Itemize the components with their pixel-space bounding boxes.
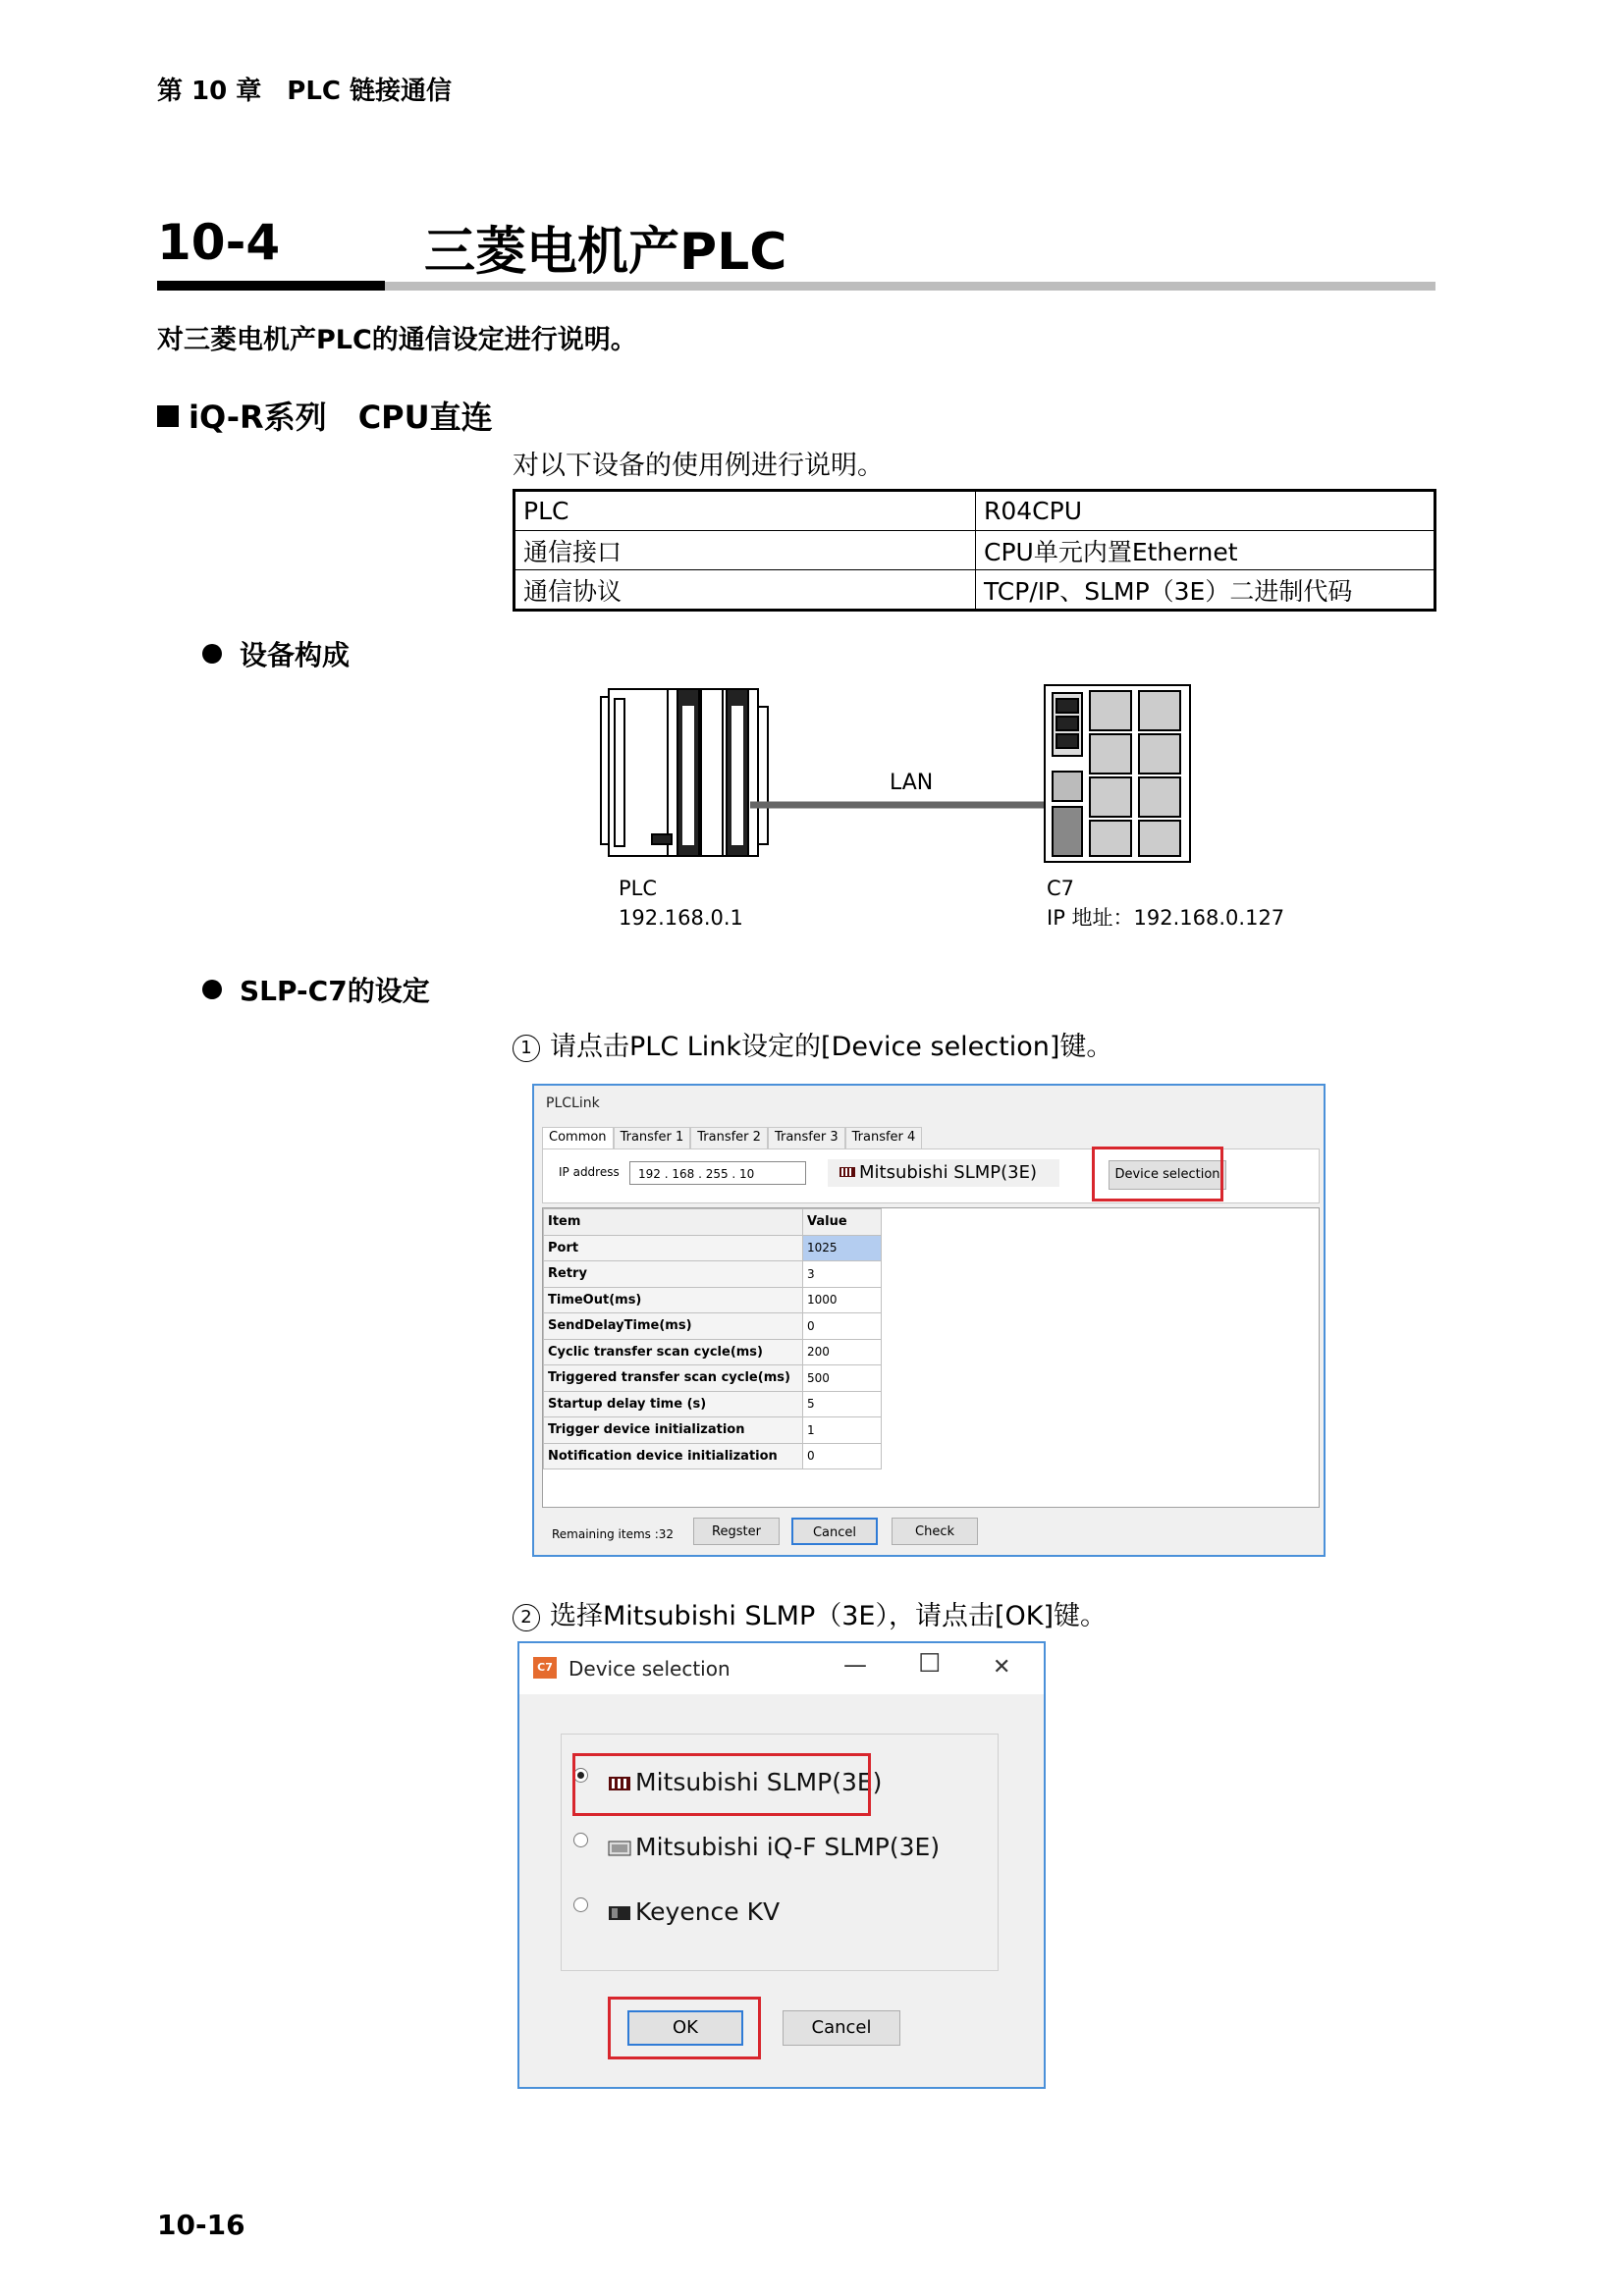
radio-unselected[interactable] <box>573 1897 588 1912</box>
tab-transfer-1[interactable]: Transfer 1 <box>614 1127 691 1148</box>
dialog-title: Device selection <box>568 1657 731 1681</box>
iqf-device-icon <box>608 1840 631 1856</box>
highlight-device-selection <box>1092 1147 1223 1201</box>
table-row <box>514 531 1435 570</box>
option-label: Mitsubishi SLMP(3E) <box>635 1768 883 1796</box>
bullet-config <box>202 634 350 673</box>
step-number: 1 <box>513 1035 540 1062</box>
device-selection-dialog <box>517 1641 1046 2089</box>
param-name: Retry <box>544 1261 803 1288</box>
plc-ip-label: 192.168.0.1 <box>619 906 743 930</box>
c7-ip-label: IP 地址：192.168.0.127 <box>1047 906 1285 930</box>
lead-text: 对以下设备的使用例进行说明。 <box>513 451 884 481</box>
highlight-slmp-option <box>572 1753 871 1816</box>
table-row[interactable] <box>544 1365 882 1392</box>
param-name: Notification device initialization <box>544 1443 803 1469</box>
bullet-settings-label: SLP-C7的设定 <box>240 975 430 1007</box>
params-grid <box>542 1207 1320 1508</box>
param-name: Port <box>544 1235 803 1261</box>
option-label: Keyence KV <box>635 1897 781 1926</box>
plclink-window <box>532 1084 1326 1557</box>
table-row[interactable] <box>544 1443 882 1469</box>
param-name: Triggered transfer scan cycle(ms) <box>544 1365 803 1392</box>
dialog-cancel-button[interactable]: Cancel <box>783 2010 900 2046</box>
step-text: 请点击PLC Link设定的[Device selection]键。 <box>550 1032 1113 1062</box>
param-value[interactable]: 0 <box>803 1313 882 1340</box>
param-name: Startup delay time (s) <box>544 1391 803 1417</box>
table-value: R04CPU <box>976 491 1435 531</box>
param-name: SendDelayTime(ms) <box>544 1313 803 1340</box>
chapter-header: 第 10 章 PLC 链接通信 <box>157 77 453 106</box>
step-number: 2 <box>513 1604 540 1631</box>
param-value[interactable]: 1 <box>803 1417 882 1444</box>
step-1 <box>513 1025 1112 1063</box>
section-intro: 对三菱电机产PLC的通信设定进行说明。 <box>157 325 637 355</box>
dialog-titlebar <box>519 1643 1044 1694</box>
table-row[interactable] <box>544 1417 882 1444</box>
bottom-bar <box>542 1514 1318 1553</box>
table-key: 通信接口 <box>514 531 976 570</box>
step-text: 选择Mitsubishi SLMP（3E），请点击[OK]键。 <box>550 1601 1107 1631</box>
tab-common[interactable]: Common <box>542 1127 614 1148</box>
plc-name-label: PLC <box>619 877 658 900</box>
option-label: Mitsubishi iQ-F SLMP(3E) <box>635 1833 941 1861</box>
device-info-table <box>513 489 1436 612</box>
subsection-title: iQ-R系列 CPU直连 <box>189 399 493 436</box>
table-key: PLC <box>514 491 976 531</box>
bullet-dot-icon <box>202 644 222 664</box>
table-row <box>514 570 1435 611</box>
plc-hardware-icon <box>601 689 768 856</box>
option-mitsubishi-iqf[interactable] <box>573 1833 940 1861</box>
option-keyence-kv[interactable] <box>573 1897 780 1926</box>
table-key: 通信协议 <box>514 570 976 611</box>
c7-name-label: C7 <box>1047 877 1075 900</box>
plc-device-icon <box>839 1166 855 1178</box>
param-name: Cyclic transfer scan cycle(ms) <box>544 1339 803 1365</box>
lan-label: LAN <box>890 771 934 795</box>
title-underline-grey <box>385 282 1435 291</box>
device-config-diagram <box>589 677 1296 946</box>
bullet-dot-icon <box>202 980 222 999</box>
bullet-settings <box>202 970 430 1009</box>
window-title: PLCLink <box>546 1095 600 1111</box>
remaining-items: Remaining items :32 <box>552 1527 675 1541</box>
register-button[interactable]: Regster <box>693 1518 780 1545</box>
table-row[interactable] <box>544 1391 882 1417</box>
app-icon: C7 <box>533 1657 557 1679</box>
param-value[interactable]: 1000 <box>803 1287 882 1313</box>
current-device-name: Mitsubishi SLMP(3E) <box>859 1162 1038 1183</box>
param-value[interactable]: 5 <box>803 1391 882 1417</box>
table-header-row <box>544 1209 882 1236</box>
bullet-config-label: 设备构成 <box>240 639 351 671</box>
ok-button[interactable]: OK <box>627 2010 743 2046</box>
tab-transfer-2[interactable]: Transfer 2 <box>690 1127 768 1148</box>
param-value[interactable]: 0 <box>803 1443 882 1469</box>
highlight-ok-button <box>608 1997 761 2059</box>
page-number: 10-16 <box>157 2209 245 2241</box>
subsection-heading <box>157 393 493 438</box>
tab-transfer-3[interactable]: Transfer 3 <box>768 1127 845 1148</box>
section-number: 10-4 <box>157 214 281 271</box>
ip-address-label: IP address <box>559 1165 620 1179</box>
close-icon[interactable]: ✕ <box>993 1655 1011 1680</box>
ip-address-input[interactable]: 192 . 168 . 255 . 10 <box>629 1161 806 1185</box>
param-value[interactable]: 500 <box>803 1365 882 1392</box>
step-2 <box>513 1594 1107 1632</box>
param-name: Trigger device initialization <box>544 1417 803 1444</box>
square-bullet-icon <box>157 405 179 427</box>
param-value[interactable]: 1025 <box>803 1235 882 1261</box>
check-button[interactable]: Check <box>892 1518 978 1545</box>
table-row[interactable] <box>544 1235 882 1261</box>
column-header-value: Value <box>803 1209 882 1236</box>
current-device <box>828 1159 1059 1187</box>
table-row[interactable] <box>544 1287 882 1313</box>
table-value: CPU单元内置Ethernet <box>976 531 1435 570</box>
minimize-icon[interactable]: — <box>843 1651 867 1679</box>
table-value: TCP/IP、SLMP（3E）二进制代码 <box>976 570 1435 611</box>
c7-hardware-icon <box>1045 685 1190 862</box>
param-value[interactable]: 3 <box>803 1261 882 1288</box>
title-underline-black <box>157 281 385 291</box>
section-title: 三菱电机产PLC <box>424 223 787 282</box>
table-row <box>514 491 1435 531</box>
radio-unselected[interactable] <box>573 1833 588 1847</box>
param-value[interactable]: 200 <box>803 1339 882 1365</box>
keyence-device-icon <box>608 1904 631 1921</box>
tab-bar <box>542 1127 922 1148</box>
tab-transfer-4[interactable]: Transfer 4 <box>845 1127 923 1148</box>
column-header-item: Item <box>544 1209 803 1236</box>
device-selection-button[interactable]: Device selection <box>1109 1160 1226 1190</box>
cancel-button[interactable]: Cancel <box>791 1518 878 1545</box>
table-row[interactable] <box>544 1339 882 1365</box>
maximize-icon[interactable]: ☐ <box>918 1649 942 1679</box>
param-name: TimeOut(ms) <box>544 1287 803 1313</box>
table-row[interactable] <box>544 1261 882 1288</box>
diagram-drawing <box>589 677 1296 942</box>
table-row[interactable] <box>544 1313 882 1340</box>
params-table <box>543 1208 882 1469</box>
